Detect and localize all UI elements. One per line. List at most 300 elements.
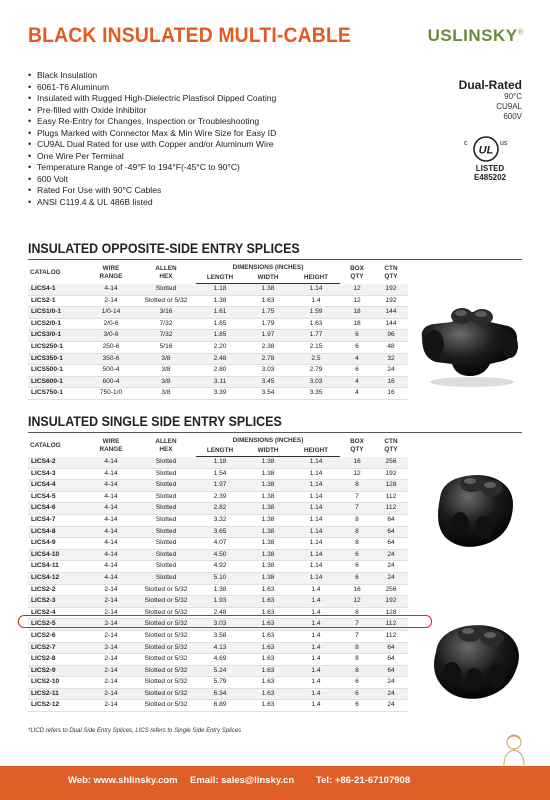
wire-range-cell: 2-14 <box>86 619 136 631</box>
wire-range-cell: 2-14 <box>86 665 136 677</box>
length-cell: 6.34 <box>196 688 244 700</box>
allen-hex-cell: Slotted <box>136 549 196 561</box>
width-cell: 1.63 <box>244 630 292 642</box>
height-cell: 2.79 <box>292 365 340 377</box>
catalog-cell: LICS4-8 <box>28 526 86 538</box>
catalog-cell: LICS350-1 <box>28 353 86 365</box>
box-qty-cell: 4 <box>340 353 374 365</box>
height-cell: 2.5 <box>292 353 340 365</box>
table-row <box>28 688 408 700</box>
col-ctn-qty: CTN QTY <box>384 265 398 281</box>
width-cell: 1.38 <box>244 457 292 469</box>
ul-listed-text <box>474 164 506 182</box>
allen-hex-cell: Slotted <box>136 284 196 296</box>
width-cell: 1.38 <box>244 561 292 573</box>
height-cell: 1.4 <box>292 596 340 608</box>
ctn-qty-cell: 24 <box>374 561 408 573</box>
feature-item: • CU9AL Dual Rated for use with Copper and/or Aluminum Wire <box>28 139 388 151</box>
ctn-qty-cell: 112 <box>374 491 408 503</box>
height-cell: 1.4 <box>292 677 340 689</box>
wire-range-cell: 2-14 <box>86 677 136 689</box>
height-cell: 1.14 <box>292 457 340 469</box>
wire-range-cell: 2-14 <box>86 654 136 666</box>
brand-name: USLINSKY <box>427 26 518 45</box>
length-cell: 4.07 <box>196 538 244 550</box>
table-row <box>28 480 408 492</box>
table-row <box>28 503 408 515</box>
catalog-cell: LICS4-12 <box>28 572 86 584</box>
height-cell: 1.4 <box>292 607 340 619</box>
height-cell: 1.4 <box>292 619 340 631</box>
col-box-qty: BOX QTY <box>350 265 364 281</box>
width-cell: 1.63 <box>244 295 292 307</box>
feature-item: • Pre-filled with Oxide Inhibitor <box>28 105 388 117</box>
length-cell: 2.82 <box>196 503 244 515</box>
ctn-qty-cell: 16 <box>374 376 408 388</box>
table-row <box>28 654 408 666</box>
wire-range-cell: 750-1/0 <box>86 388 136 400</box>
width-cell: 1.79 <box>244 318 292 330</box>
width-cell: 1.38 <box>244 480 292 492</box>
ctn-qty-cell: 192 <box>374 468 408 480</box>
mascot-icon <box>496 732 532 766</box>
wire-range-cell: 2-14 <box>86 630 136 642</box>
box-qty-cell: 8 <box>340 526 374 538</box>
length-cell: 1.85 <box>196 330 244 342</box>
width-cell: 1.38 <box>244 491 292 503</box>
table-row <box>28 388 408 400</box>
box-qty-cell: 4 <box>340 376 374 388</box>
allen-hex-cell: 5/16 <box>136 341 196 353</box>
catalog-cell: LICS3/0-1 <box>28 330 86 342</box>
wire-range-cell: 1/0-14 <box>86 307 136 319</box>
allen-hex-cell: Slotted or 5/32 <box>136 630 196 642</box>
table-row <box>28 572 408 584</box>
length-cell: 5.79 <box>196 677 244 689</box>
height-cell: 3.35 <box>292 388 340 400</box>
allen-hex-cell: Slotted <box>136 457 196 469</box>
length-cell: 6.89 <box>196 700 244 712</box>
wire-range-cell: 4-14 <box>86 491 136 503</box>
allen-hex-cell: 3/8 <box>136 365 196 377</box>
length-cell: 3.32 <box>196 514 244 526</box>
section-divider <box>28 259 522 260</box>
width-cell: 2.78 <box>244 353 292 365</box>
width-cell: 1.38 <box>244 572 292 584</box>
box-qty-cell: 8 <box>340 654 374 666</box>
table-row <box>28 307 408 319</box>
length-cell: 5.24 <box>196 665 244 677</box>
table-row <box>28 514 408 526</box>
width-cell: 1.38 <box>244 526 292 538</box>
footer-web[interactable]: Web: www.shlinsky.com <box>68 775 178 786</box>
height-cell: 1.14 <box>292 572 340 584</box>
height-cell: 1.77 <box>292 330 340 342</box>
ctn-qty-cell: 128 <box>374 480 408 492</box>
length-cell: 4.13 <box>196 642 244 654</box>
table-row <box>28 665 408 677</box>
box-qty-cell: 6 <box>340 572 374 584</box>
length-cell: 2.39 <box>196 491 244 503</box>
catalog-cell: LICS750-1 <box>28 388 86 400</box>
catalog-cell: LICS2-4 <box>28 607 86 619</box>
table-row <box>28 538 408 550</box>
box-qty-cell: 7 <box>340 630 374 642</box>
ctn-qty-cell: 192 <box>374 596 408 608</box>
col-height: HEIGHT <box>292 273 340 284</box>
col-ctn-qty: CTN QTY <box>384 438 398 454</box>
width-cell: 3.03 <box>244 365 292 377</box>
box-qty-cell: 8 <box>340 642 374 654</box>
feature-item: • Plugs Marked with Connector Max & Min Wire Size for Easy ID <box>28 128 388 140</box>
height-cell: 1.4 <box>292 700 340 712</box>
wire-range-cell: 4-14 <box>86 549 136 561</box>
col-length: LENGTH <box>196 446 244 457</box>
allen-hex-cell: Slotted <box>136 561 196 573</box>
catalog-cell: LICS4-3 <box>28 468 86 480</box>
section-divider <box>28 432 522 433</box>
height-cell: 1.4 <box>292 688 340 700</box>
box-qty-cell: 6 <box>340 688 374 700</box>
allen-hex-cell: Slotted <box>136 514 196 526</box>
allen-hex-cell: Slotted or 5/32 <box>136 642 196 654</box>
box-qty-cell: 8 <box>340 665 374 677</box>
allen-hex-cell: Slotted or 5/32 <box>136 596 196 608</box>
height-cell: 1.4 <box>292 584 340 596</box>
wire-range-cell: 2-14 <box>86 596 136 608</box>
allen-hex-cell: Slotted or 5/32 <box>136 584 196 596</box>
box-qty-cell: 12 <box>340 284 374 296</box>
ctn-qty-cell: 64 <box>374 654 408 666</box>
allen-hex-cell: Slotted <box>136 572 196 584</box>
height-cell: 1.4 <box>292 665 340 677</box>
catalog-cell: LICS600-1 <box>28 376 86 388</box>
width-cell: 1.63 <box>244 677 292 689</box>
ctn-qty-cell: 192 <box>374 284 408 296</box>
ctn-qty-cell: 96 <box>374 330 408 342</box>
length-cell: 3.03 <box>196 619 244 631</box>
height-cell: 1.4 <box>292 642 340 654</box>
length-cell: 1.18 <box>196 457 244 469</box>
wire-range-cell: 4-14 <box>86 538 136 550</box>
ctn-qty-cell: 112 <box>374 630 408 642</box>
wire-range-cell: 350-6 <box>86 353 136 365</box>
ul-text: UL <box>478 144 494 157</box>
length-cell: 3.11 <box>196 376 244 388</box>
col-catalog: CATALOG <box>30 269 61 277</box>
table-row <box>28 295 408 307</box>
footnote: *LICD refers to Dual Side Entry Splices, LICS refers to Single Side Entry Splices <box>28 728 242 734</box>
length-cell: 1.38 <box>196 584 244 596</box>
rating-head: Dual-Rated <box>458 78 522 92</box>
allen-hex-cell: Slotted or 5/32 <box>136 665 196 677</box>
catalog-cell: LICS250-1 <box>28 341 86 353</box>
feature-item: • ANSI C119.4 & UL 486B listed <box>28 197 388 209</box>
length-cell: 4.69 <box>196 654 244 666</box>
wire-range-cell: 4-14 <box>86 572 136 584</box>
table-row <box>28 642 408 654</box>
height-cell: 1.14 <box>292 468 340 480</box>
box-qty-cell: 8 <box>340 514 374 526</box>
length-cell: 1.61 <box>196 307 244 319</box>
catalog-cell: LICS2/0-1 <box>28 318 86 330</box>
page-title: BLACK INSULATED MULTI-CABLE <box>28 24 352 47</box>
ctn-qty-cell: 256 <box>374 584 408 596</box>
col-length: LENGTH <box>196 273 244 284</box>
section-title-opposite: INSULATED OPPOSITE-SIDE ENTRY SPLICES <box>28 241 300 256</box>
allen-hex-cell: Slotted <box>136 526 196 538</box>
length-cell: 4.50 <box>196 549 244 561</box>
height-cell: 1.14 <box>292 526 340 538</box>
col-allen-hex: ALLEN HEX <box>155 438 177 454</box>
length-cell: 1.38 <box>196 295 244 307</box>
table-row <box>28 318 408 330</box>
col-width: WIDTH <box>244 273 292 284</box>
height-cell: 1.4 <box>292 630 340 642</box>
ctn-qty-cell: 24 <box>374 549 408 561</box>
length-cell: 2.20 <box>196 341 244 353</box>
allen-hex-cell: Slotted <box>136 491 196 503</box>
catalog-cell: LICS4-9 <box>28 538 86 550</box>
wire-range-cell: 4-14 <box>86 514 136 526</box>
ctn-qty-cell: 24 <box>374 677 408 689</box>
width-cell: 1.38 <box>244 468 292 480</box>
feature-item: • Insulated with Rugged High-Dielectric Plastisol Dipped Coating <box>28 93 388 105</box>
ul-listed-icon <box>464 134 508 164</box>
ctn-qty-cell: 64 <box>374 514 408 526</box>
box-qty-cell: 8 <box>340 607 374 619</box>
height-cell: 1.14 <box>292 480 340 492</box>
catalog-cell: LICS4-1 <box>28 284 86 296</box>
catalog-cell: LICS4-7 <box>28 514 86 526</box>
height-cell: 1.59 <box>292 307 340 319</box>
table-row <box>28 584 408 596</box>
col-height: HEIGHT <box>292 446 340 457</box>
width-cell: 1.63 <box>244 688 292 700</box>
footer-email[interactable]: Email: sales@linsky.cn <box>190 775 295 786</box>
col-catalog: CATALOG <box>30 442 61 450</box>
wire-range-cell: 2-14 <box>86 295 136 307</box>
length-cell: 2.48 <box>196 607 244 619</box>
box-qty-cell: 6 <box>340 365 374 377</box>
width-cell: 3.54 <box>244 388 292 400</box>
height-cell: 1.14 <box>292 538 340 550</box>
box-qty-cell: 8 <box>340 480 374 492</box>
box-qty-cell: 7 <box>340 619 374 631</box>
feature-item: • Rated For Use with 90°C Cables <box>28 185 388 197</box>
rating-voltage: 600V <box>503 112 522 121</box>
allen-hex-cell: Slotted or 5/32 <box>136 677 196 689</box>
table-row <box>28 630 408 642</box>
table-row <box>28 376 408 388</box>
catalog-cell: LICS4-6 <box>28 503 86 515</box>
wire-range-cell: 2-14 <box>86 688 136 700</box>
length-cell: 1.65 <box>196 318 244 330</box>
wire-range-cell: 3/0-6 <box>86 330 136 342</box>
table-row <box>28 457 408 469</box>
listed-label: LISTED <box>475 164 505 173</box>
table-row <box>28 365 408 377</box>
svg-text:c: c <box>464 140 468 147</box>
ctn-qty-cell: 24 <box>374 572 408 584</box>
catalog-cell: LICS2-7 <box>28 642 86 654</box>
box-qty-cell: 6 <box>340 341 374 353</box>
ctn-qty-cell: 24 <box>374 700 408 712</box>
allen-hex-cell: 7/32 <box>136 318 196 330</box>
ctn-qty-cell: 128 <box>374 607 408 619</box>
catalog-cell: LICS500-1 <box>28 365 86 377</box>
highlight-ring <box>18 615 432 628</box>
feature-item: • Easy Re-Entry for Changes, Inspection or Troubleshooting <box>28 116 388 128</box>
feature-item: • 600 Volt <box>28 174 388 186</box>
catalog-cell: LICS1/0-1 <box>28 307 86 319</box>
single-splice-image-b <box>420 612 530 708</box>
width-cell: 1.38 <box>244 549 292 561</box>
single-splice-image-a <box>420 462 528 558</box>
height-cell: 1.4 <box>292 295 340 307</box>
wire-range-cell: 250-6 <box>86 341 136 353</box>
ctn-qty-cell: 32 <box>374 353 408 365</box>
width-cell: 1.63 <box>244 654 292 666</box>
box-qty-cell: 6 <box>340 330 374 342</box>
single-entry-table <box>28 436 408 712</box>
table-row <box>28 330 408 342</box>
ctn-qty-cell: 112 <box>374 503 408 515</box>
ctn-qty-cell: 64 <box>374 526 408 538</box>
table-row <box>28 468 408 480</box>
width-cell: 1.63 <box>244 642 292 654</box>
length-cell: 4.92 <box>196 561 244 573</box>
wire-range-cell: 2-14 <box>86 700 136 712</box>
ctn-qty-cell: 24 <box>374 688 408 700</box>
opposite-splice-image <box>412 290 524 390</box>
ctn-qty-cell: 144 <box>374 307 408 319</box>
table-row <box>28 526 408 538</box>
width-cell: 1.97 <box>244 330 292 342</box>
ctn-qty-cell: 256 <box>374 457 408 469</box>
width-cell: 1.63 <box>244 700 292 712</box>
width-cell: 1.38 <box>244 514 292 526</box>
box-qty-cell: 8 <box>340 538 374 550</box>
ctn-qty-cell: 64 <box>374 538 408 550</box>
width-cell: 1.63 <box>244 607 292 619</box>
box-qty-cell: 4 <box>340 388 374 400</box>
allen-hex-cell: 7/32 <box>136 330 196 342</box>
height-cell: 1.14 <box>292 561 340 573</box>
wire-range-cell: 600-4 <box>86 376 136 388</box>
wire-range-cell: 4-14 <box>86 561 136 573</box>
box-qty-cell: 12 <box>340 468 374 480</box>
wire-range-cell: 4-14 <box>86 503 136 515</box>
length-cell: 1.18 <box>196 284 244 296</box>
ctn-qty-cell: 24 <box>374 365 408 377</box>
width-cell: 2.38 <box>244 341 292 353</box>
footer-phone[interactable]: Tel: +86-21-67107908 <box>316 775 411 786</box>
allen-hex-cell: 3/8 <box>136 388 196 400</box>
length-cell: 1.97 <box>196 480 244 492</box>
height-cell: 1.14 <box>292 284 340 296</box>
wire-range-cell: 4-14 <box>86 284 136 296</box>
ctn-qty-cell: 64 <box>374 642 408 654</box>
allen-hex-cell: 3/8 <box>136 353 196 365</box>
catalog-cell: LICS4-11 <box>28 561 86 573</box>
box-qty-cell: 7 <box>340 503 374 515</box>
feature-item: • Temperature Range of -49°F to 194°F(-45°C to 90°C) <box>28 162 388 174</box>
length-cell: 1.93 <box>196 596 244 608</box>
wire-range-cell: 4-14 <box>86 526 136 538</box>
footer-bar <box>0 766 550 800</box>
rating-material: CU9AL <box>496 102 522 111</box>
allen-hex-cell: Slotted or 5/32 <box>136 688 196 700</box>
catalog-cell: LICS2-6 <box>28 630 86 642</box>
catalog-cell: LICS2-12 <box>28 700 86 712</box>
col-dimensions: DIMENSIONS (INCHES) <box>232 264 304 271</box>
catalog-cell: LICS2-10 <box>28 677 86 689</box>
wire-range-cell: 4-14 <box>86 480 136 492</box>
catalog-cell: LICS2-2 <box>28 584 86 596</box>
box-qty-cell: 6 <box>340 677 374 689</box>
feature-item: • Black Insulation <box>28 70 388 82</box>
box-qty-cell: 16 <box>340 457 374 469</box>
catalog-cell: LICS4-10 <box>28 549 86 561</box>
box-qty-cell: 18 <box>340 307 374 319</box>
wire-range-cell: 4-14 <box>86 468 136 480</box>
ctn-qty-cell: 16 <box>374 388 408 400</box>
allen-hex-cell: Slotted or 5/32 <box>136 654 196 666</box>
brand-logo <box>428 26 524 46</box>
table-row <box>28 561 408 573</box>
rating-block <box>459 78 522 122</box>
height-cell: 1.63 <box>292 318 340 330</box>
svg-text:us: us <box>500 140 508 147</box>
ctn-qty-cell: 192 <box>374 295 408 307</box>
col-allen-hex: ALLEN HEX <box>155 265 177 281</box>
ctn-qty-cell: 112 <box>374 619 408 631</box>
width-cell: 1.75 <box>244 307 292 319</box>
feature-item: • 6061-T6 Aluminum <box>28 82 388 94</box>
catalog-cell: LICS2-9 <box>28 665 86 677</box>
width-cell: 1.63 <box>244 584 292 596</box>
width-cell: 1.38 <box>244 538 292 550</box>
catalog-cell: LICS2-3 <box>28 596 86 608</box>
table-row <box>28 549 408 561</box>
allen-hex-cell: Slotted or 5/32 <box>136 700 196 712</box>
table-row <box>28 341 408 353</box>
length-cell: 1.54 <box>196 468 244 480</box>
col-wire-range: WIRE RANGE <box>99 438 123 454</box>
wire-range-cell: 4-14 <box>86 457 136 469</box>
height-cell: 1.14 <box>292 503 340 515</box>
ctn-qty-cell: 144 <box>374 318 408 330</box>
box-qty-cell: 12 <box>340 295 374 307</box>
allen-hex-cell: Slotted <box>136 480 196 492</box>
ul-file-number: E485202 <box>473 173 506 182</box>
catalog-cell: LICS2-5 <box>28 619 86 631</box>
ctn-qty-cell: 48 <box>374 341 408 353</box>
box-qty-cell: 6 <box>340 700 374 712</box>
table-row <box>28 284 408 296</box>
length-cell: 2.48 <box>196 353 244 365</box>
col-dimensions: DIMENSIONS (INCHES) <box>232 437 304 444</box>
width-cell: 1.38 <box>244 503 292 515</box>
ctn-qty-cell: 64 <box>374 665 408 677</box>
registered-mark: ® <box>517 27 524 37</box>
col-wire-range: WIRE RANGE <box>99 265 123 281</box>
wire-range-cell: 500-4 <box>86 365 136 377</box>
table-row <box>28 700 408 712</box>
length-cell: 3.39 <box>196 388 244 400</box>
section-title-single: INSULATED SINGLE SIDE ENTRY SPLICES <box>28 414 282 429</box>
